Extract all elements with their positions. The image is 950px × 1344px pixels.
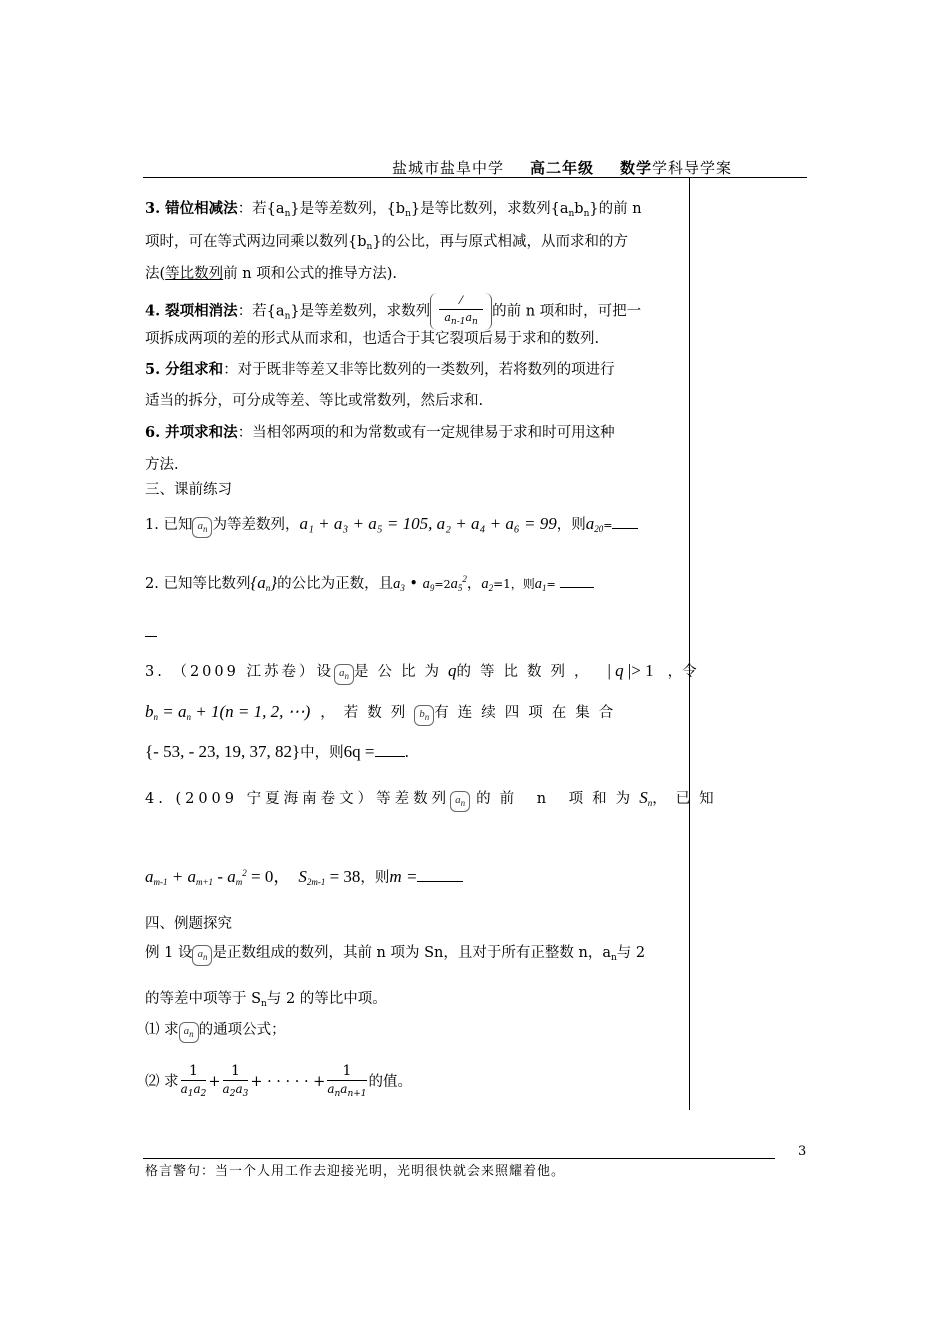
page-header: [392, 157, 732, 178]
practice-q3-line3: {- 53, - 23, 19, 37, 82}中，则6q = .: [145, 742, 410, 761]
section3-title: 3. 错位相减法: [145, 200, 238, 217]
section3-line1: 3. 错位相减法：若$\{a_n\}$是等差数列，$\{b_n\}$是等比数列，求数列$\{a_nb_n\}$的前 n: [145, 200, 642, 219]
practice-q2: 2. 已知等比数列$\{a_n\}$的公比为正数，且$a_3$ • $a_9=2a_5^2$，$a_2=1$，则$a_1=$: [145, 566, 594, 601]
section3-line2: 项时，可在等式两边同乘以数列$\{b_n\}$的公比，再与原式相减，从而求和的方: [145, 234, 629, 252]
practice-q4-line2: $a_{m-1} + a_{m+1} - a_m^2 = 0$， $S_{2m-1} = 38$，则m =: [145, 860, 463, 895]
section5-line1: 5. 分组求和：对于既非等差又非等比数列的一类数列，若将数列的项进行: [145, 361, 615, 378]
example1-line1: 例 1 设 $a_n$ 是正数组成的数列，其前 n 项为 Sn，且对于所有正整数 n，$a_n$与 2: [145, 941, 645, 970]
q2-blank-continuation: [145, 636, 157, 637]
subject-bold: 数学: [620, 159, 653, 177]
geometric-series-link-text: 等比数列: [165, 266, 224, 282]
practice-q3-line1: 3. （2009 江苏卷）设 $a_n$ 是公比为q的等比数列， | q |> 1 ，令: [145, 659, 697, 685]
example1-line2: 的等差中项等于 $S_n$与 2 的等比中项。: [145, 991, 387, 1009]
examples-heading: 四、例题探究: [145, 916, 232, 932]
page-number: 3: [798, 1144, 807, 1159]
section4-line1: 4. 裂项相消法：若$\{a_n\}$是等差数列，求数列 $\frac{⁄}{a_{n-1}a_n}$ 的前 n 项和时，可把一: [145, 293, 641, 333]
section6-line2: 方法.: [145, 457, 179, 473]
section6-title: 6. 并项求和法: [145, 424, 238, 441]
practice-q3-line2: $b_n = a_n + 1(n = 1$, 2, ⋯) ，若数列 $b_n$ 有连续四项在集合: [145, 700, 622, 729]
practice-q4-line1: 4. (2009 宁夏海南卷文）等差数列 $a_n$ 的前 n 项和为$S_n$，已知: [145, 785, 723, 816]
column-divider: [689, 178, 690, 1110]
grade-label: 高二年级: [530, 159, 595, 177]
header-rule: [143, 177, 807, 178]
q1-equation: a₁ + a₃ + a₅ = 105, a₂ + a₄ + a₆ = 99: [299, 514, 557, 533]
example1-part2: ⑵ 求 $\frac{1}{a_1a_2}$ + $\frac{1}{a_2a_3}$ + · · · · · + $\frac{1}{a_na_{n+1}}$ 的值。: [145, 1063, 413, 1099]
section5-line2: 适当的拆分，可分成等差、等比或常数列，然后求和.: [145, 393, 484, 409]
example1-part1: ⑴ 求 $a_n$ 的通项公式；: [145, 1018, 286, 1043]
section5-title: 5. 分组求和: [145, 361, 224, 378]
practice-heading: 三、课前练习: [145, 482, 232, 498]
section4-title: 4. 裂项相消法: [145, 302, 238, 320]
footer-rule: [143, 1158, 775, 1159]
telescoping-fraction: $\frac{⁄}{a_{n-1}a_n}$: [430, 293, 492, 330]
section4-line2: 项拆成两项的差的形式从而求和，也适合于其它裂项后易于求和的数列.: [145, 331, 600, 347]
practice-q1: 1. 已知 $a_n$ 为等差数列，a₁ + a₃ + a₅ = 105, a₂ + a₄ + a₆ = 99，则$a_{20}=$: [145, 512, 638, 541]
subject-rest: 学科导学案: [652, 159, 733, 177]
footer-motto: 格言警句：当一个人用工作去迎接光明，光明很快就会来照耀着他。: [145, 1164, 566, 1179]
section6-line1: 6. 并项求和法：当相邻两项的和为常数或有一定规律易于求和时可用这种: [145, 424, 615, 441]
section3-line3: 法(等比数列前 n 项和公式的推导方法).: [145, 266, 397, 282]
school-name: 盐城市盐阜中学: [392, 159, 505, 177]
